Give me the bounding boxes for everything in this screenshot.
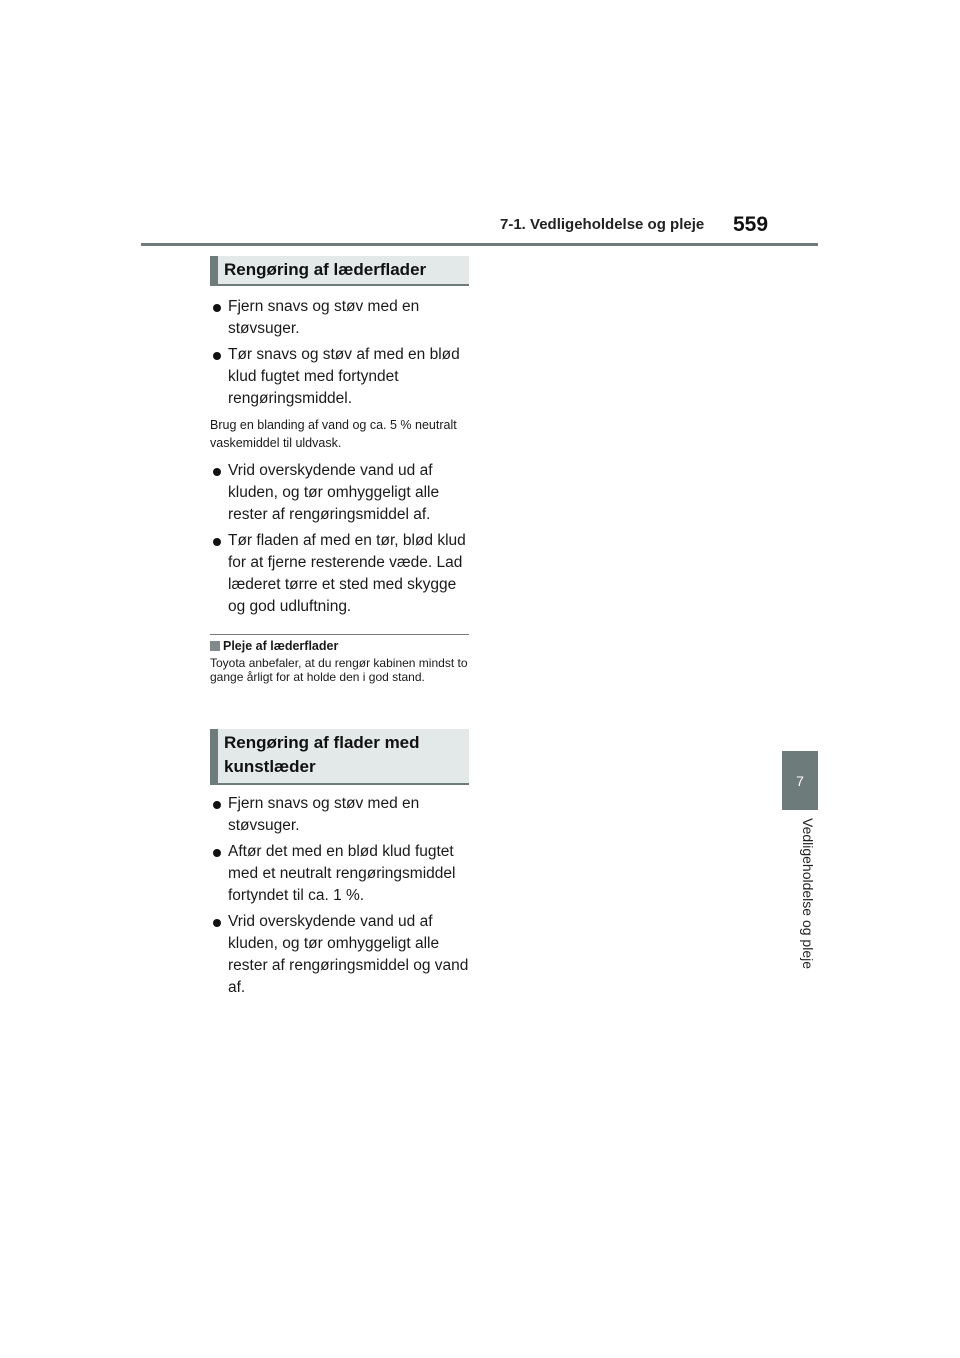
list-item-text: Aftør det med en blød klud fugtet med et neutralt rengøringsmiddel fortyndet til ca. 1 %. [228, 843, 456, 904]
list-item [210, 460, 469, 526]
header-divider [141, 243, 818, 246]
bullet-icon [213, 468, 221, 476]
section-artificial-leather [210, 729, 469, 1003]
subsection-care [210, 634, 469, 684]
section-leather [210, 256, 469, 622]
bullet-icon [213, 801, 221, 809]
bullet-icon [213, 352, 221, 360]
list-item [210, 296, 469, 340]
subsection-title: Pleje af læderflader [223, 639, 339, 653]
note-text: Brug en blanding af vand og ca. 5 % neutralt vaskemiddel til uldvask. [210, 418, 457, 450]
bullet-list [210, 296, 469, 410]
bullet-list [210, 460, 469, 618]
subsection-text: Toyota anbefaler, at du rengør kabinen mindst to gange årligt for at holde den i god stand. [210, 656, 468, 684]
list-item [210, 793, 469, 837]
square-bullet-icon [210, 641, 220, 651]
bullet-list [210, 793, 469, 999]
list-item-text: Tør fladen af med en tør, blød klud for at fjerne resterende væde. Lad læderet tørre et sted med skygge og god udluftning. [228, 532, 466, 615]
chapter-label: Vedligeholdelse og pleje [800, 818, 816, 970]
section-header-title: 7-1. Vedligeholdelse og pleje [500, 216, 705, 233]
bullet-icon [213, 304, 221, 312]
chapter-tab: 7 [782, 751, 818, 810]
page-number: 559 [733, 213, 769, 236]
list-item [210, 911, 469, 999]
bullet-icon [213, 538, 221, 546]
subsection-divider [210, 634, 469, 635]
section-heading: Rengøring af flader med kunstlæder [210, 729, 469, 785]
list-item-text: Tør snavs og støv af med en blød klud fugtet med fortyndet rengøringsmiddel. [228, 346, 460, 407]
list-item [210, 530, 469, 618]
list-item-text: Fjern snavs og støv med en støvsuger. [228, 795, 420, 834]
list-item-text: Fjern snavs og støv med en støvsuger. [228, 298, 420, 337]
bullet-icon [213, 849, 221, 857]
list-item-text: Vrid overskydende vand ud af kluden, og tør omhyggeligt alle rester af rengøringsmiddel af. [228, 462, 440, 523]
bullet-icon [213, 919, 221, 927]
section-heading: Rengøring af læderflader [210, 256, 469, 286]
subsection-heading [210, 639, 469, 653]
list-item [210, 841, 469, 907]
list-item-text: Vrid overskydende vand ud af kluden, og tør omhyggeligt alle rester af rengøringsmiddel og vand af. [228, 913, 469, 996]
list-item [210, 344, 469, 410]
